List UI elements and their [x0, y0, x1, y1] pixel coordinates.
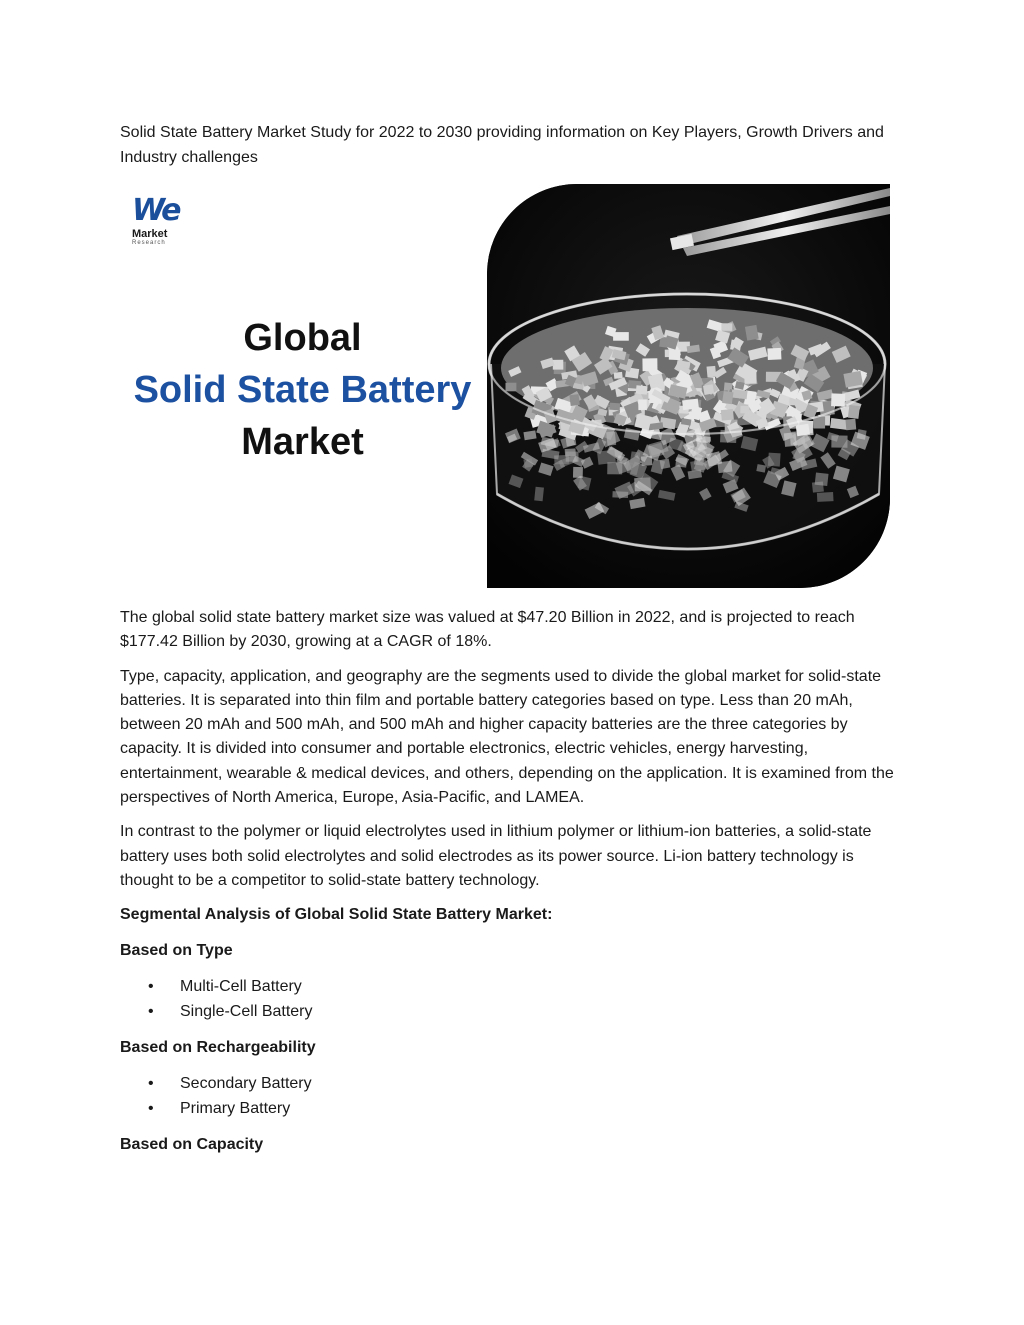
battery-chip	[506, 383, 517, 392]
battery-chip	[636, 385, 648, 394]
battery-chip	[606, 431, 616, 445]
headline-word-market: Market	[241, 421, 364, 463]
intro-text: Solid State Battery Market Study for 2022 to 2030 providing information on Key Players, Growth Drivers and Industry challenges	[120, 124, 884, 166]
logo-mark-text: We	[132, 193, 180, 228]
segmental-heading: Segmental Analysis of Global Solid State Battery Market:	[120, 906, 553, 924]
battery-chip	[669, 349, 681, 360]
section-heading-type: Based on Type	[120, 942, 233, 960]
battery-chip	[768, 453, 781, 467]
battery-chip	[675, 457, 687, 467]
battery-chip	[534, 487, 544, 501]
paragraph-segments: Type, capacity, application, and geography are the segments used to divide the global market for solid-state batteries. It is separated into thin film and portable battery categories based on type. Less than 20 mAh, between 20 mAh and 500 mAh, and 500 mAh and higher capacity batteries are the three categories by capacity. It is divided into consumer and portable electronics, electric vehicles, energy harvesting, entertainment, wearable & medical devices, and others, depending on the application. It is examined from the perspectives of North America, Europe, Asia-Pacific, and LAMEA.	[120, 667, 894, 807]
battery-chip	[642, 358, 657, 371]
logo-line-2: Research	[132, 240, 166, 246]
type-list	[120, 975, 910, 1024]
battery-chip	[569, 394, 579, 406]
battery-chip	[817, 492, 834, 502]
section-heading-rechargeability: Based on Rechargeability	[120, 1039, 316, 1057]
battery-chip	[831, 393, 845, 406]
list-item	[148, 1072, 910, 1097]
list-item-label: Multi-Cell Battery	[180, 978, 302, 996]
headline-word-product: Solid State Battery	[133, 369, 472, 411]
battery-chip	[845, 419, 856, 430]
battery-dish-illustration	[487, 184, 890, 588]
battery-chip	[784, 432, 797, 447]
battery-chip	[638, 399, 647, 410]
battery-chip	[707, 366, 717, 378]
battery-chip	[613, 332, 629, 341]
list-item-label: Primary Battery	[180, 1099, 291, 1117]
logo-line-1: Market	[132, 228, 168, 240]
battery-chip	[745, 325, 759, 341]
battery-photo	[487, 184, 890, 588]
battery-chip	[703, 384, 714, 395]
bullet-icon: •	[148, 978, 154, 996]
battery-chip	[796, 424, 810, 436]
paragraph-market-size: The global solid state battery market size was valued at $47.20 Billion in 2022, and is projected to reach $177.42 Billion by 2030, growing at a CAGR of 18%.	[120, 609, 855, 651]
rechargeability-list	[120, 1072, 910, 1121]
section-heading-capacity: Based on Capacity	[120, 1136, 264, 1154]
battery-chip	[523, 458, 533, 468]
battery-chip	[767, 348, 781, 360]
list-item	[148, 1097, 910, 1122]
battery-chip	[717, 461, 732, 473]
company-logo	[132, 193, 192, 256]
battery-chip	[848, 405, 860, 419]
body-content	[120, 606, 910, 1169]
banner-headline	[120, 312, 485, 468]
battery-chip	[573, 467, 583, 478]
list-item-label: Single-Cell Battery	[180, 1002, 313, 1020]
battery-chip	[565, 435, 576, 446]
battery-chip	[614, 372, 623, 379]
list-item	[148, 975, 910, 1000]
battery-chip	[815, 472, 829, 486]
battery-chip	[597, 450, 616, 465]
bullet-icon: •	[148, 1099, 154, 1117]
battery-chip	[721, 409, 734, 421]
bullet-icon: •	[148, 1075, 154, 1093]
battery-chip	[722, 391, 733, 404]
battery-chip	[682, 399, 699, 411]
paragraph-contrast: In contrast to the polymer or liquid electrolytes used in lithium polymer or lithium-ion batteries, a solid-state battery uses both solid electrolytes and solid electrodes as its power source. Li-ion battery technology is thought to be a competitor to solid-state battery technology.	[120, 823, 872, 889]
battery-chip	[756, 464, 766, 473]
battery-chip	[830, 418, 848, 430]
list-item	[148, 1000, 910, 1025]
battery-chip	[609, 403, 620, 411]
bullet-icon: •	[148, 1002, 154, 1020]
battery-chip	[721, 323, 732, 331]
logo-mark	[132, 193, 192, 228]
banner	[120, 184, 890, 588]
battery-chip	[744, 370, 756, 384]
list-item-label: Secondary Battery	[180, 1075, 312, 1093]
headline-word-global: Global	[243, 317, 362, 359]
